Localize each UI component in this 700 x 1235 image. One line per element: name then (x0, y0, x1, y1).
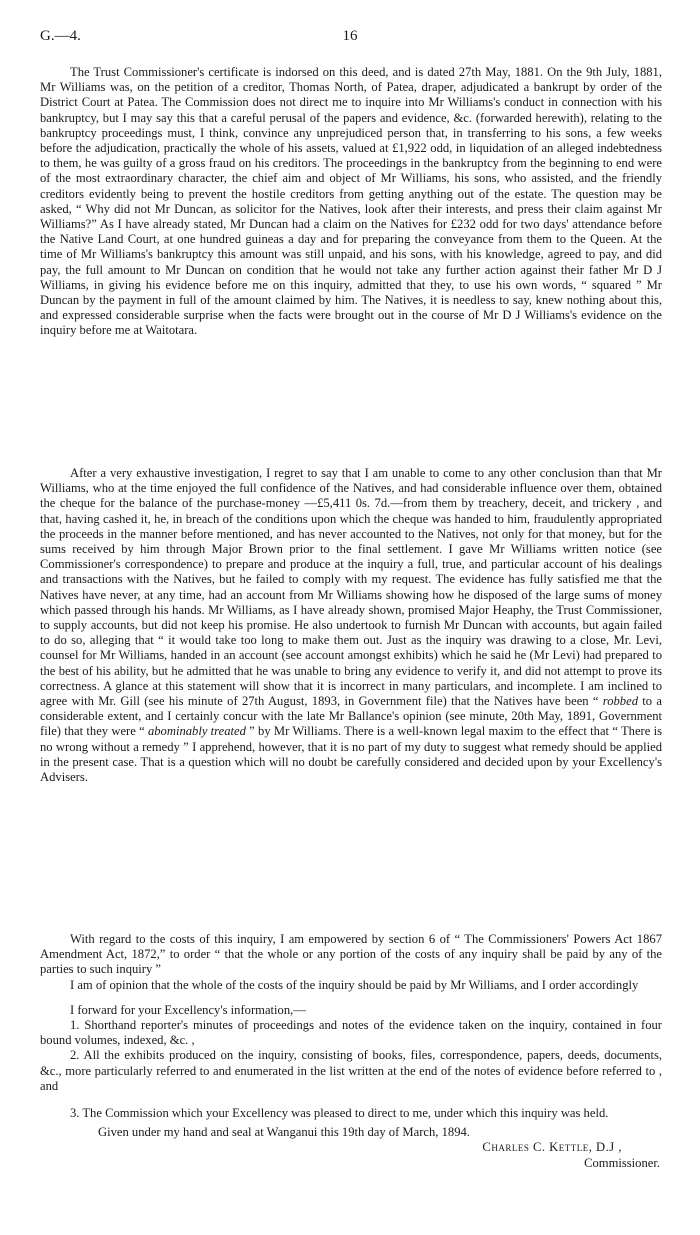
italic-run: abominably treated (147, 724, 246, 739)
paragraph-text: The Trust Commissioner's certificate is indorsed on this deed, and is dated 27th May, 1881. On the 9th July, 1881, Mr Williams was, on the petition of a creditor, Thomas North, of Patea, draper, adjudicated a bankrupt by order of the District Court at Patea. The Commission does not direct me to inquire into Mr Williams's conduct in connection with his bankruptcy, but I may say this that a careful perusal of the papers and evidence, &c. (forwarded herewith), relating to the bankruptcy proceedings must, I think, convince any unprejudiced person that, in transferring to his sons, a few weeks before the adjudication, practically the whole of his assets, valued at £1,922 odd, in liquidation of an alleged indebtedness to them, he was guilty of a gross fraud on his creditors. The proceedings in the bankruptcy from the beginning to end were of the most extraordinary character, the chief aim and object of Mr Williams, his sons, who assisted, and the friendly creditors evidently being to prevent the hostile creditors from getting anything out of the estate. The question may be asked, “ Why did not Mr Duncan, as solicitor for the Natives, look after their interests, and press their claim against Mr Williams?” As I have already stated, Mr Duncan had a claim on the Natives for £232 odd for two days' attendance before the Native Land Court, at one hundred guineas a day and for preparing the conveyance from them to the Queen. At the time of Mr Williams's bankruptcy this amount was still unpaid, and his sons, with his knowledge, agreed to pay, and did pay, the full amount to Mr Duncan on condition that he would not take any further action against their father Mr D J Williams, in giving his evidence before me on this inquiry, admitted that they, to use his own words, “ squared ” Mr Duncan by the payment in full of the amount claimed by him. The Natives, it is needless to say, knew nothing about this, and expressed considerable surprise when the facts were brought out in the course of Mr D J Williams's evidence on the inquiry before me at Waitotara. (40, 65, 662, 338)
document-reference: G.—4. (40, 28, 81, 44)
signoff (40, 1125, 662, 1171)
text-run: to a considerable extent, and I certainly concur with the late Mr Ballance's opinion (see minute, 20th May, 1891, Government file) that they were “ (40, 694, 662, 739)
paragraph-opinion: I am of opinion that the whole of the costs of the inquiry should be paid by Mr Williams, and I order accordingly (70, 977, 639, 992)
text-run: After a very exhaustive investigation, I regret to say that I am unable to come to any other conclusion than that Mr Williams, who at the time enjoyed the full confidence of the Natives, and had considerable influence over them, obtained the cheque for the balance of the purchase-money —£5,411 0s. 7d.—from them by treachery, deceit, and trickery , and that, having cashed it, he, in breach of the conditions upon which the cheque was handed to him, fraudulently appropriated the proceeds in the manner before mentioned, and has never accounted to the Natives, not only for that money, but for the sums received by him through Major Brown prior to the final settlement. I gave Mr Williams written notice (see Commissioner's correspondence) to prepare and produce at the inquiry a full, true, and particular account of his dealings and transactions with the Natives, but he failed to comply with my request. The evidence has fully satisfied me that the Natives have never, at any time, had an account from Mr Williams showing how he disposed of the large sums of money which passed through his hands. Mr Williams, as I have already shown, promised Major Heaphy, the Trust Commissioner, to supply accounts, but did not keep his promise. He also undertook to furnish Mr Duncan with accounts, but again failed to do so, alleging that “ it would take too long to make them out. Just as the inquiry was drawing to a close, Mr. Levi, counsel for Mr Williams, handed in an account (see account amongst exhibits) which he said he (Mr Levi) had prepared to the best of his ability, but he admitted that he was unable to bring any evidence to verify it, and did not attempt to prove its correctness. A glance at this statement will show that it is incorrect in many particulars, and incomplete. I am inclined to agree with Mr. Gill (see his minute of 27th August, 1893, in Government file) that the Natives have been “ (40, 466, 662, 709)
closing-section (40, 932, 662, 1171)
paragraph-trust-certificate (40, 65, 662, 339)
given-line: Given under my hand and seal at Wanganui this 19th day of March, 1894. (98, 1125, 470, 1140)
page-header (40, 28, 660, 48)
paragraph-text (40, 466, 662, 785)
text-run: ” by Mr Williams. There is a well-known legal maxim to the effect that “ There is no wrong without a remedy ” I apprehend, however, that it is no part of my duty to suggest what remedy should be applied in the present case. That is a question which will no doubt be carefully considered and decided upon by your Excellency's Advisers. (40, 724, 662, 785)
list-item: 3. The Commission which your Excellency was pleased to direct to me, under which this inquiry was held. (70, 1106, 609, 1121)
page-number: 16 (342, 28, 358, 44)
list-item: 1. Shorthand reporter's minutes of proceedings and notes of the evidence taken on the inquiry, contained in four bound volumes, indexed, &c. , (40, 1018, 662, 1048)
list-item: 2. All the exhibits produced on the inquiry, consisting of books, files, correspondence, papers, deeds, documents, &c., more particularly referred to and enumerated in the list written at the end of the notes of evidence before referred to , and (40, 1048, 662, 1093)
signatory-name: Charles C. Kettle, D.J , (482, 1140, 622, 1155)
list-intro: I forward for your Excellency's information,— (70, 1002, 306, 1017)
paragraph-costs: With regard to the costs of this inquiry, I am empowered by section 6 of “ The Commissioners' Powers Act 1867 Amendment Act, 1872,” to order “ that the whole or any portion of the costs of any inquiry shall be paid by any of the parties to such inquiry ” (40, 932, 662, 977)
italic-run: robbed (602, 694, 638, 709)
signatory-title: Commissioner. (584, 1155, 660, 1170)
forwarded-items-list (40, 1003, 662, 1121)
paragraph-investigation-conclusion (40, 466, 662, 785)
